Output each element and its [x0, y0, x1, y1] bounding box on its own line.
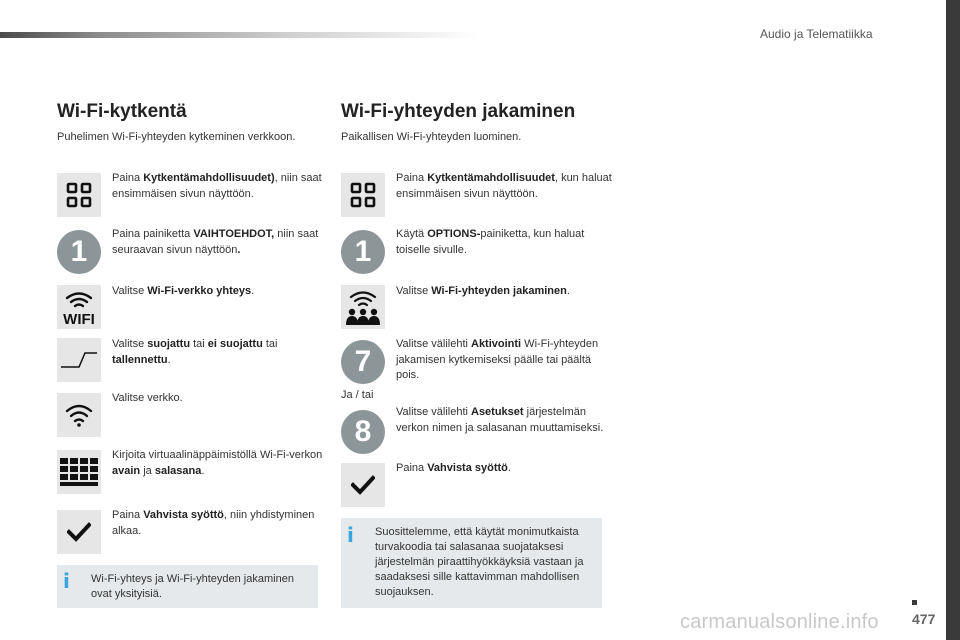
text-run: Valitse: [396, 285, 432, 297]
right-note-text: Suosittelemme, että käytät monimutkaista turvakoodia tai salasanaa suojataksesi järjestelmän piraattihyökkäyksiä vastaan ja saadaksesi sille kattavimman mahdollisen suojauksen.: [375, 526, 584, 598]
text-run: .: [251, 285, 255, 297]
keyboard-icon: [57, 450, 101, 494]
right-section-title: Wi-Fi-yhteyden jakaminen: [341, 101, 576, 122]
bold-term: VAIHTOEHDOT,: [193, 228, 275, 240]
left-step-5-text: [112, 391, 332, 407]
left-section-subtitle: Puhelimen Wi-Fi-yhteyden kytkeminen verkkoon.: [57, 131, 296, 143]
left-step-2-text: [112, 227, 332, 258]
left-step-3-text: [112, 284, 332, 300]
right-step-5-text: [396, 405, 616, 436]
checkmark-icon: [341, 463, 385, 507]
bold-term: Kytkentämahdollisuudet: [427, 172, 555, 184]
info-icon: i: [347, 523, 354, 547]
text-run: .: [201, 464, 205, 477]
text-run: .: [566, 285, 570, 297]
ja-tai-label: Ja / tai: [341, 389, 374, 401]
watermark: carmanualsonline.info: [680, 611, 879, 633]
right-step-3-text: [396, 284, 616, 300]
wifi-label: WIFI: [63, 311, 95, 327]
page-dot: [912, 600, 917, 605]
checkmark-icon: [57, 510, 101, 554]
bold-term: .: [237, 243, 241, 256]
text-run: .: [507, 462, 511, 474]
bold-term: avain: [112, 464, 141, 477]
left-step-6-text: [112, 448, 332, 479]
bold-term: Kytkentämahdollisuudet): [143, 172, 275, 184]
bold-term: Asetukset: [471, 406, 524, 418]
wifi-icon: [57, 393, 101, 437]
bold-term: Wi-Fi-yhteyden jakaminen: [431, 285, 567, 297]
header-title: Audio ja Telematiikka: [760, 27, 873, 41]
text-run: Paina painiketta: [112, 228, 194, 240]
filter-tab-icon: [57, 338, 101, 382]
left-step-4-text: [112, 337, 332, 368]
bold-term: Vahvista syöttö: [143, 509, 224, 521]
grid-icon: [57, 173, 101, 217]
bold-term: Vahvista syöttö: [427, 462, 508, 474]
text-run: painiketta, kun haluat toiselle sivulle.: [396, 228, 585, 256]
wifi-text-icon: [57, 285, 101, 329]
header-gradient-bar: [0, 32, 480, 38]
text-run: , kun haluat ensimmäisen sivun näyttöön.: [396, 172, 612, 200]
text-run: ja: [140, 464, 155, 477]
page-number: 477: [912, 611, 936, 627]
left-note-text: Wi-Fi-yhteys ja Wi-Fi-yhteyden jakaminen ovat yksityisiä.: [91, 573, 294, 600]
text-run: , niin saat ensimmäisen sivun näyttöön.: [112, 172, 322, 200]
text-run: Paina: [112, 509, 144, 521]
right-info-note: [341, 518, 602, 608]
right-section-subtitle: Paikallisen Wi-Fi-yhteyden luominen.: [341, 131, 522, 143]
text-run: Paina: [396, 172, 428, 184]
right-step-4-text: [396, 337, 616, 384]
grid-icon: [341, 173, 385, 217]
text-run: Käytä: [396, 228, 428, 240]
text-run: Paina: [396, 462, 428, 474]
step-number-1: 1: [341, 230, 385, 274]
bold-term: suojattu: [147, 338, 191, 350]
left-step-7-text: [112, 508, 332, 539]
text-run: niin saat seuraavan sivun näyttöön: [112, 228, 319, 256]
right-step-6-text: [396, 461, 616, 477]
text-run: Paina: [112, 172, 144, 184]
text-run: Valitse: [112, 338, 148, 350]
bold-term: Aktivointi: [471, 338, 522, 350]
bold-term: salasana: [154, 464, 202, 477]
text-run: .: [167, 353, 171, 366]
right-step-2-text: [396, 227, 616, 258]
text-run: Kirjoita virtuaalinäppäimistöllä Wi-Fi-verkon: [112, 449, 323, 461]
bold-term: OPTIONS-: [427, 228, 481, 240]
text-run: Valitse välilehti: [396, 406, 471, 418]
left-info-note: [57, 565, 318, 608]
text-run: tai: [190, 338, 208, 350]
text-run: Wi-Fi-yhteyden jakamisen kytkemiseksi päälle tai päältä pois.: [396, 338, 599, 381]
left-step-1-text: [112, 171, 332, 202]
wifi-share-icon: [341, 285, 385, 329]
right-step-1-text: [396, 171, 616, 202]
left-section-title: Wi-Fi-kytkentä: [57, 101, 187, 122]
info-icon: i: [63, 569, 70, 593]
text-run: tai: [262, 338, 278, 350]
text-run: järjestelmän verkon nimen ja salasanan muuttamiseksi.: [396, 406, 604, 434]
step-number-1: 1: [57, 230, 101, 274]
page-edge-strip: [946, 0, 960, 640]
text-run: Valitse välilehti: [396, 338, 471, 350]
bold-term: Wi-Fi-verkko yhteys: [147, 285, 252, 297]
text-run: Valitse verkko.: [112, 392, 183, 404]
bold-term: tallennettu: [112, 353, 168, 366]
text-run: Valitse: [112, 285, 148, 297]
step-number-7: 7: [341, 340, 385, 384]
bold-term: ei suojattu: [207, 338, 263, 350]
step-number-8: 8: [341, 410, 385, 454]
text-run: , niin yhdistyminen alkaa.: [112, 509, 315, 537]
